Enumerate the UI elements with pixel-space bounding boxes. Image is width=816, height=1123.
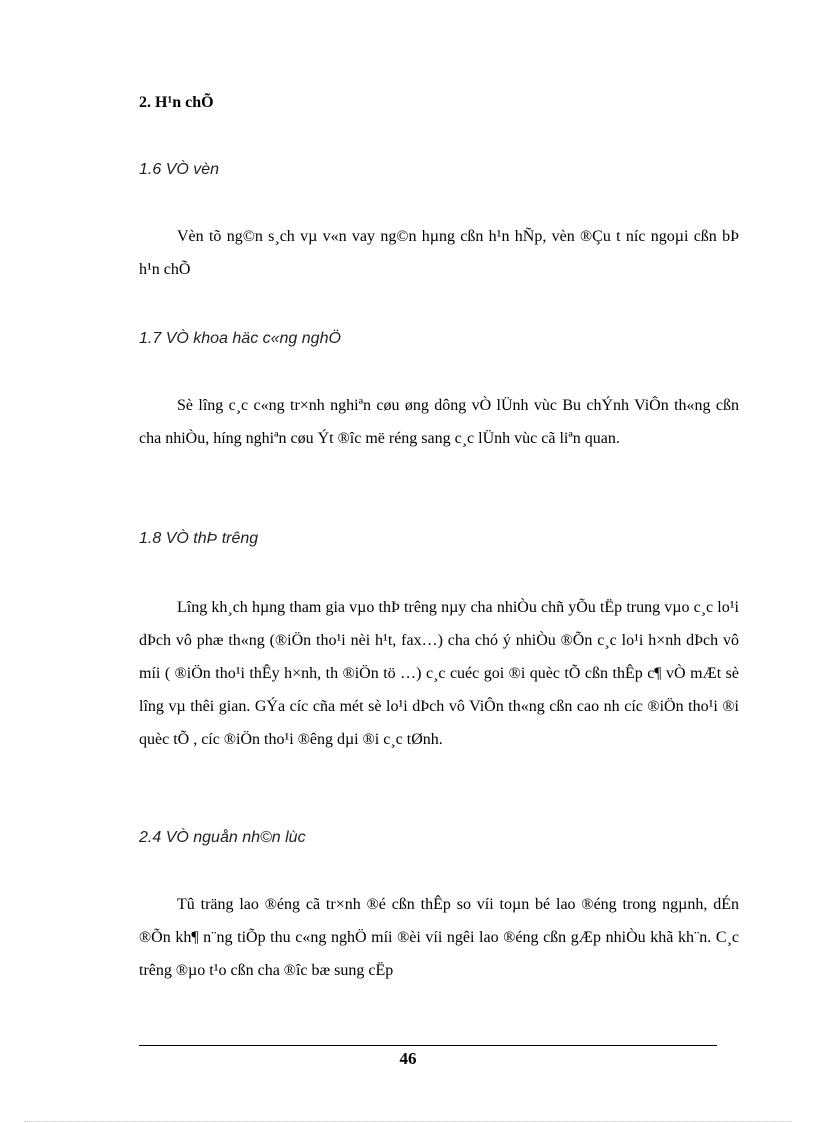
footer-divider bbox=[139, 1045, 717, 1046]
paragraph-text: Lîng kh¸ch hµng tham gia vµo thÞ trêng nµy cha nhiÒu chñ yÕu tËp trung vµo c¸c lo¹i dÞch vô phæ th«ng (®iÖn tho¹i nèi h¹t, fax…) cha chó ý nhiÒu ®Õn c¸c lo¹i h×nh dÞch vô míi ( ®iÖn tho¹i thÊy h×nh, th ®iÖn tö …) c¸c cuéc goi ®i quèc tÕ cßn thÊp c¶ vÒ mÆt sè lîng vµ thêi gian. GÝa cíc cña mét sè lo¹i dÞch vô ViÔn th«ng cßn cao nh cíc ®iÖn tho¹i ®i quèc tÕ , cíc ®iÖn tho¹i ®êng dµi ®i c¸c tØnh. bbox=[139, 599, 739, 748]
paragraph-market bbox=[139, 591, 739, 756]
paragraph-technology bbox=[139, 389, 739, 455]
subsection-title-technology: 1.7 VÒ khoa häc c«ng nghÖ bbox=[139, 330, 341, 347]
subsection-title-capital: 1.6 VÒ vèn bbox=[139, 161, 220, 178]
paragraph-human-resources bbox=[139, 888, 739, 987]
paragraph-text: Tû träng lao ®éng cã tr×nh ®é cßn thÊp so víi toµn bé lao ®éng trong ngµnh, dÉn ®Õn kh¶ n¨ng tiÕp thu c«ng nghÖ míi ®èi víi ngêi lao ®éng cßn gÆp nhiÒu khã kh¨n. C¸c trêng ®µo t¹o cßn cha ®îc bæ sung cËp bbox=[139, 896, 739, 979]
paragraph-text: Vèn tõ ng©n s¸ch vµ v«n vay ng©n hµng cßn h¹n hÑp, vèn ®Çu t níc ngoµi cßn bÞ h¹n chÕ bbox=[139, 228, 739, 278]
subsection-title-human-resources: 2.4 VÒ nguån nh©n lùc bbox=[139, 829, 306, 846]
section-heading: 2. H¹n chÕ bbox=[139, 94, 214, 111]
paragraph-capital bbox=[139, 220, 739, 286]
subsection-title-market: 1.8 VÒ thÞ trêng bbox=[139, 530, 259, 547]
page-number: 46 bbox=[399, 1049, 417, 1068]
page-bottom-dotted-border bbox=[24, 1121, 792, 1122]
paragraph-text: Sè lîng c¸c c«ng tr×nh nghiªn cøu øng dông vÒ lÜnh vùc Bu chÝnh ViÔn th«ng cßn cha nhiÒu, híng nghiªn cøu Ýt ®îc më réng sang c¸c lÜnh vùc cã liªn quan. bbox=[139, 397, 739, 447]
